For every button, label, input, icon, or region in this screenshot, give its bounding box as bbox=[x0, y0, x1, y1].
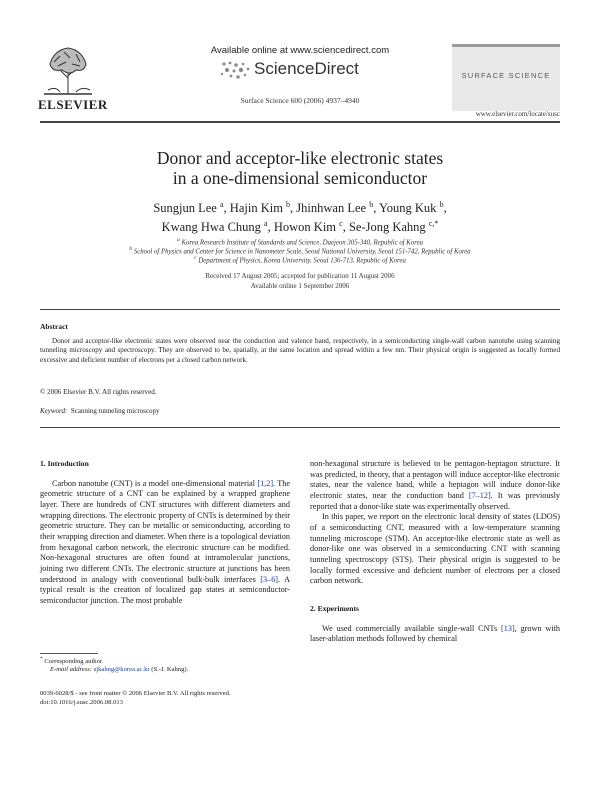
author-line-2: Kwang Hwa Chung $^a$, Howon Kim $^c$, Se-Jong Kahng $^{c,*}$ bbox=[161, 219, 439, 235]
affiliation-mark: a bbox=[176, 237, 180, 243]
available-online-date: Available online 1 September 2006 bbox=[250, 282, 350, 290]
text-run: . A typical result is the creation of localized gap states at semiconductor-semiconductor junction. The most probable bbox=[40, 574, 290, 605]
corresponding-author-note: * Corresponding author. bbox=[40, 656, 104, 666]
abstract-copyright: © 2006 Elsevier B.V. All rights reserved. bbox=[40, 388, 157, 396]
issn-line: 0039-6028/$ - see front matter © 2006 Elsevier B.V. All rights reserved. bbox=[40, 690, 231, 697]
author-name: Jhinhwan Lee bbox=[296, 201, 367, 216]
keywords-line bbox=[40, 407, 160, 415]
email-note bbox=[50, 666, 188, 673]
abstract-heading: Abstract bbox=[40, 322, 68, 331]
affiliation-c bbox=[40, 255, 560, 264]
title-line-1: Donor and acceptor-like electronic states bbox=[156, 148, 444, 168]
corresponding-label: Corresponding author. bbox=[44, 658, 104, 666]
author-name: Kwang Hwa Chung bbox=[161, 220, 261, 235]
author-name: Hajin Kim bbox=[229, 201, 283, 216]
author-affil-mark: b bbox=[286, 200, 291, 209]
keywords-value: Scanning tunneling microscopy bbox=[70, 407, 160, 415]
publisher-name: ELSEVIER bbox=[38, 97, 108, 112]
footnote-rule bbox=[40, 653, 98, 654]
author-name: Se-Jong Kahng bbox=[348, 220, 426, 235]
author-affil-mark: b bbox=[369, 200, 374, 209]
paper-aim-paragraph: In this paper, we report on the electronic local density of states (LDOS) of a semiconducting CNT, measured with a low-temperature scanning tunneling microscope (STM). An acceptor-like electronic state as well as donor-like one was observed in a semiconducting CNT with scanning tunneling spectroscopy (STS). Their physical origin is suggested to be locally formed excessive and deficient number of electrons per a closed carbon network. bbox=[310, 512, 560, 586]
sciencedirect-brand: ScienceDirect bbox=[254, 59, 359, 78]
abstract-top-rule bbox=[40, 309, 560, 310]
text-run: . It was previously reported that a donor-like state was experimentally observed. bbox=[310, 490, 560, 511]
sciencedirect-logo[interactable] bbox=[218, 58, 398, 82]
journal-name: SURFACE SCIENCE bbox=[461, 71, 551, 80]
title-line-2: in a one-dimensional semiconductor bbox=[172, 168, 428, 188]
text-run: non-hexagonal structure is believed to be pentagon-heptagon structure. It was predicted, in theory, that a pentagon will induce acceptor-like electronic states, near the valence band, while a heptagon will induce donor-like electronic states, near the conduction band bbox=[310, 459, 560, 500]
left-column bbox=[40, 459, 290, 607]
affiliation-text: School of Physics and Center for Science in Nanometer Scale, Seoul National University, Seoul 151-742, Republic of Korea bbox=[133, 248, 471, 256]
author-list bbox=[60, 197, 540, 235]
email-link[interactable]: sjkahng@korea.ac.kr bbox=[93, 666, 150, 673]
text-run: , grown with laser-ablation methods followed by chemical bbox=[310, 623, 560, 644]
sciencedirect-dots-icon bbox=[218, 60, 252, 80]
author-name: Young Kuk bbox=[379, 201, 437, 216]
text-run: . The geometric structure of a CNT can be explained by a wrapped graphene layer. There are hundreds of CNT structures with different diameters and wrapping directions. The electronic property of CNTs is determined by their geometric structure. They can be metallic or semiconducting, according to their wrapping direction and diameter. When there is a topological deviation from hexagonal carbon network, the electronic structure can be modified. Non-hexagonal structures are often found at intramolecular junctions, joining two different CNTs. The electronic structure at junctions has been understood in analogy with conventional bulk-bulk interfaces bbox=[40, 478, 290, 584]
journal-cover-box bbox=[452, 44, 560, 111]
author-line-1: Sungjun Lee $^a$, Hajin Kim $^b$, Jhinhwan Lee $^b$, Young Kuk $^b$, bbox=[153, 200, 447, 216]
journal-url[interactable]: www.elsevier.com/locate/susc bbox=[475, 110, 560, 118]
affiliation-text: Korea Research Institute of Standards and Science, Daejeon 305-340, Republic of Korea bbox=[181, 239, 424, 247]
citation-link[interactable]: [1,2] bbox=[257, 478, 274, 488]
doi-line[interactable]: doi:10.1016/j.susc.2006.08.013 bbox=[40, 699, 123, 706]
introduction-paragraph bbox=[40, 479, 290, 607]
author-affil-mark: c bbox=[339, 219, 343, 229]
affiliation-mark: b bbox=[129, 246, 133, 252]
affiliation-b bbox=[40, 246, 560, 255]
author-affil-mark: c,* bbox=[428, 219, 439, 229]
section-heading-introduction: 1. Introduction bbox=[40, 459, 89, 468]
header-rule bbox=[40, 121, 560, 123]
section-heading-experiments: 2. Experiments bbox=[310, 603, 359, 613]
journal-reference: Surface Science 600 (2006) 4937–4940 bbox=[240, 96, 360, 105]
author-affil-mark: a bbox=[264, 219, 268, 229]
elsevier-tree-logo bbox=[40, 42, 96, 96]
citation-link[interactable]: [7–12] bbox=[468, 490, 491, 500]
continued-paragraph bbox=[310, 459, 560, 512]
text-run: We used commercially available single-wall CNTs bbox=[322, 623, 502, 633]
received-dates: Received 17 August 2005; accepted for publication 11 August 2006 bbox=[205, 272, 395, 280]
article-title bbox=[60, 148, 540, 188]
author-name: Sungjun Lee bbox=[153, 201, 217, 216]
author-affil-mark: b bbox=[439, 200, 444, 209]
available-online-text: Available online at www.sciencedirect.com bbox=[210, 45, 390, 56]
author-name: Howon Kim bbox=[273, 220, 337, 235]
email-label: E-mail address: bbox=[50, 666, 93, 673]
keywords-label: Keyword: bbox=[40, 407, 68, 415]
abstract-text: Donor and acceptor-like electronic states were observed near the conduction and valence band, respectively, in a semiconducting single-wall carbon nanotube using scanning tunneling microscopy and spectroscopy. They are observed to be, spatially, at the same location and spread within a few nm. Their physical origin is suggested as locally formed excessive and deficient number of electrons per a closed carbon network. bbox=[40, 337, 560, 364]
email-owner: (S.-J. Kahng). bbox=[151, 666, 189, 673]
citation-link[interactable]: [3–6] bbox=[260, 574, 279, 584]
text-run: Carbon nanotube (CNT) is a model one-dimensional material bbox=[52, 478, 258, 488]
author-affil-mark: a bbox=[219, 200, 224, 209]
affiliation-mark: c bbox=[194, 255, 197, 261]
affiliation-text: Department of Physics, Korea University, Seoul 136-713, Republic of Korea bbox=[198, 257, 406, 265]
affiliation-a bbox=[40, 237, 560, 246]
abstract-bottom-rule bbox=[40, 427, 560, 428]
citation-link[interactable]: [13] bbox=[501, 623, 515, 633]
experiments-paragraph bbox=[310, 624, 560, 645]
right-column bbox=[310, 459, 560, 645]
